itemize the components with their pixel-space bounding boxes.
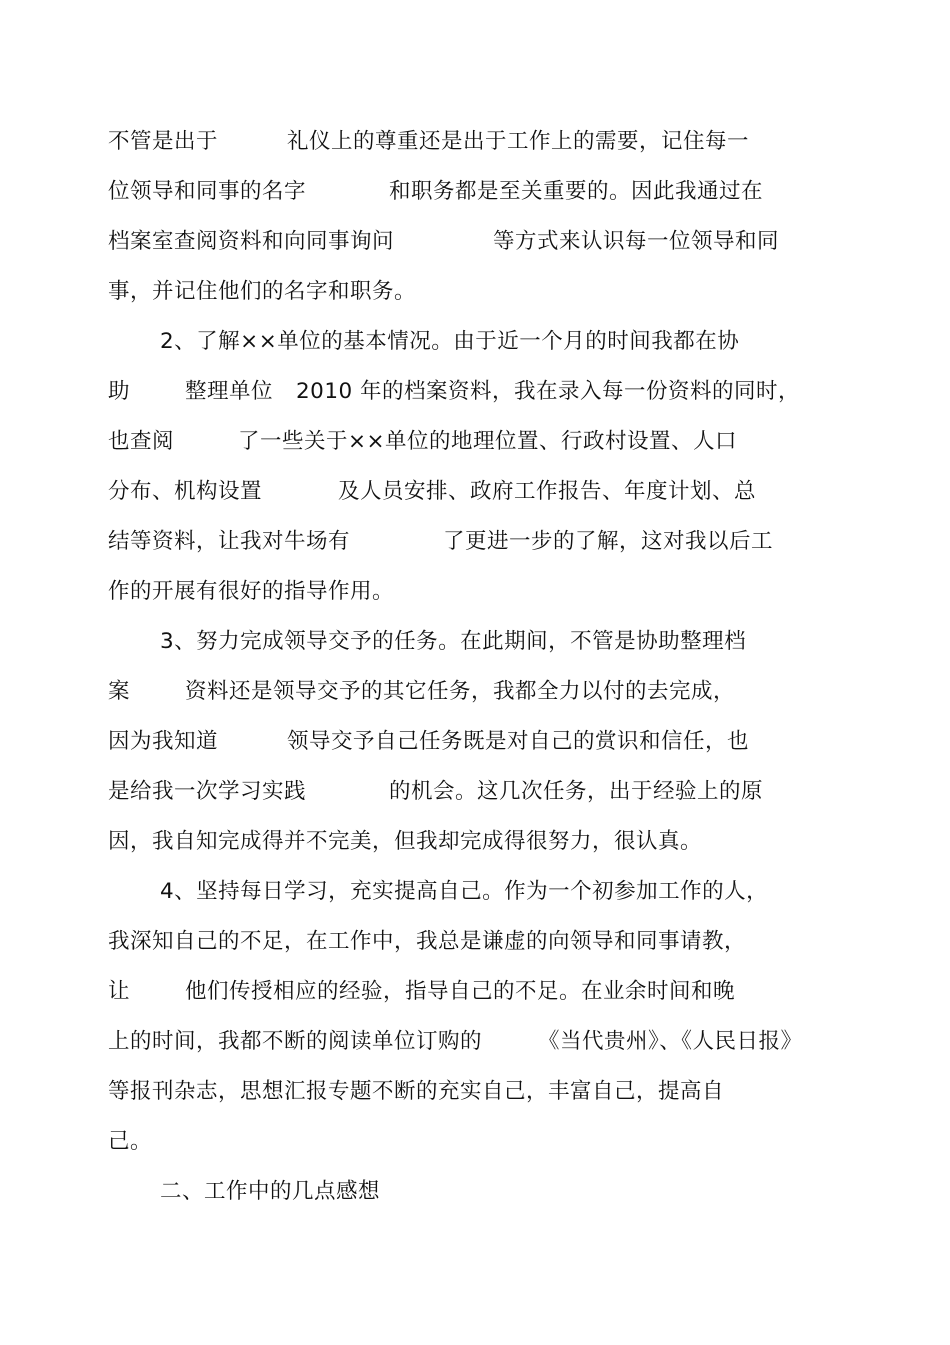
text-line-12-part-2: 资料还是领导交予的其它任务，我都全力以付的去完成， xyxy=(185,679,736,704)
text-line-11-part-1: 3、努力完成领导交予的任务。在此期间，不管是协助整理档 xyxy=(160,629,747,654)
text-line-3-part-2: 等方式来认识每一位领导和同 xyxy=(493,229,780,254)
text-line-18-part-1: 让 xyxy=(108,979,131,1004)
text-line-20-part-1: 等报刊杂志，思想汇报专题不断的充实自己，丰富自己，提高自 xyxy=(108,1079,725,1104)
text-line-7-part-1: 也查阅 xyxy=(108,429,175,454)
text-line-19-part-2: 《当代贵州》、《人民日报》 xyxy=(538,1029,803,1054)
text-line-9-part-1: 结等资料，让我对牛场有 xyxy=(108,529,351,554)
text-line-19-part-1: 上的时间，我都不断的阅读单位订购的 xyxy=(108,1029,483,1054)
text-line-18-part-2: 他们传授相应的经验，指导自己的不足。在业余时间和晚 xyxy=(185,979,736,1004)
text-line-15-part-1: 因，我自知完成得并不完美，但我却完成得很努力，很认真。 xyxy=(108,829,703,854)
text-line-1-part-1: 不管是出于 xyxy=(108,129,219,154)
text-line-10-part-1: 作的开展有很好的指导作用。 xyxy=(108,579,395,604)
text-line-6-part-2: 整理单位 xyxy=(185,379,274,404)
text-line-3-part-1: 档案室查阅资料和向同事询问 xyxy=(108,229,395,254)
text-line-21-part-1: 己。 xyxy=(108,1129,153,1154)
text-line-8-part-1: 分布、机构设置 xyxy=(108,479,263,504)
text-line-4-part-1: 事，并记住他们的名字和职务。 xyxy=(108,279,417,304)
text-line-7-part-2: 了一些关于××单位的地理位置、行政村设置、人口 xyxy=(238,429,738,454)
text-line-9-part-2: 了更进一步的了解，这对我以后工 xyxy=(443,529,774,554)
text-line-6-part-1: 助 xyxy=(108,379,131,404)
text-line-16-part-1: 4、坚持每日学习，充实提高自己。作为一个初参加工作的人， xyxy=(160,879,769,904)
text-line-14-part-2: 的机会。这几次任务，出于经验上的原 xyxy=(389,779,764,804)
text-line-12-part-1: 案 xyxy=(108,679,131,704)
text-line-1-part-2: 礼仪上的尊重还是出于工作上的需要，记住每一 xyxy=(287,129,750,154)
text-line-6-part-3: 2010 年的档案资料，我在录入每一份资料的同时， xyxy=(296,379,801,404)
text-line-14-part-1: 是给我一次学习实践 xyxy=(108,779,307,804)
text-line-8-part-2: 及人员安排、政府工作报告、年度计划、总 xyxy=(338,479,757,504)
text-line-22-part-1: 二、工作中的几点感想 xyxy=(160,1179,381,1204)
text-line-17-part-1: 我深知自己的不足，在工作中，我总是谦虚的向领导和同事请教， xyxy=(108,929,747,954)
text-line-2-part-1: 位领导和同事的名字 xyxy=(108,179,307,204)
text-line-5-part-1: 2、了解××单位的基本情况。由于近一个月的时间我都在协 xyxy=(160,329,740,354)
text-line-2-part-2: 和职务都是至关重要的。因此我通过在 xyxy=(389,179,764,204)
text-line-13-part-1: 因为我知道 xyxy=(108,729,219,754)
text-line-13-part-2: 领导交予自己任务既是对自己的赏识和信任，也 xyxy=(287,729,750,754)
